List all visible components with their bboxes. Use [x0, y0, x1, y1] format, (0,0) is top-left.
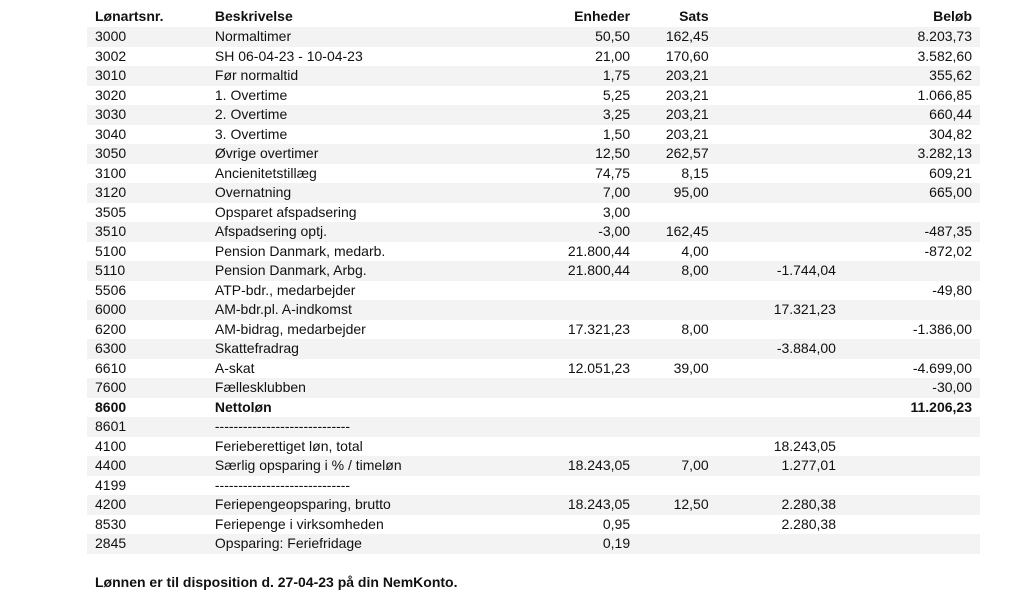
- cell-code: 3510: [87, 222, 215, 242]
- table-row: [87, 378, 980, 398]
- cell-description: AM-bdr.pl. A-indkomst: [215, 300, 530, 320]
- cell-code: 4100: [95, 437, 127, 454]
- cell-code: 8601: [87, 417, 215, 437]
- cell-description: Fællesklubben: [215, 378, 530, 398]
- table-row: [87, 534, 980, 554]
- table-body: [87, 27, 980, 554]
- cell-amount: [836, 203, 980, 223]
- cell-description: Overnatning: [215, 183, 530, 203]
- cell-subtotal: [709, 222, 836, 242]
- table-row: [87, 300, 980, 320]
- cell-description: AM-bidrag, medarbejder: [214, 320, 366, 337]
- table-row: [87, 339, 980, 359]
- cell-amount: 355,62: [836, 66, 980, 86]
- cell-amount: -487,35: [836, 222, 980, 242]
- cell-code: 4199: [95, 476, 127, 493]
- cell-subtotal: [709, 86, 836, 106]
- table-row: [87, 144, 980, 164]
- table-row: [87, 183, 980, 203]
- cell-units: [530, 398, 630, 418]
- cell-rate: 12,50: [630, 495, 709, 515]
- header-rate: Sats: [679, 8, 709, 25]
- cell-subtotal: [709, 359, 836, 379]
- cell-rate: 203,21: [630, 66, 709, 86]
- cell-units: -3,00: [530, 222, 630, 242]
- header-description: Beskrivelse: [214, 8, 293, 25]
- cell-code: 6200: [95, 320, 127, 337]
- cell-units: 74,75: [595, 164, 631, 181]
- table-row: [87, 359, 980, 379]
- cell-amount: 3.582,60: [917, 47, 972, 64]
- table-row: [87, 398, 980, 418]
- cell-subtotal: [709, 105, 836, 125]
- cell-subtotal: [709, 534, 836, 554]
- cell-subtotal: [709, 27, 836, 47]
- table-header: [87, 7, 980, 27]
- cell-code: 3040: [95, 125, 127, 142]
- cell-units: 1,50: [602, 125, 631, 142]
- table-row: [87, 66, 980, 86]
- cell-subtotal: 2.280,38: [781, 515, 836, 532]
- cell-units: 21,00: [595, 47, 631, 64]
- cell-description: Pension Danmark, Arbg.: [215, 261, 530, 281]
- cell-description: Før normaltid: [215, 66, 530, 86]
- cell-units: 21.800,44: [530, 261, 630, 281]
- cell-amount: 660,44: [836, 105, 980, 125]
- cell-subtotal: [709, 476, 836, 496]
- cell-code: 3002: [95, 47, 127, 64]
- cell-code: 6000: [87, 300, 215, 320]
- cell-rate: [630, 417, 709, 437]
- cell-amount: [836, 515, 980, 535]
- cell-description: Særlig opsparing i % / timeløn: [215, 456, 530, 476]
- cell-rate: [630, 534, 709, 554]
- cell-rate: 162,45: [630, 222, 709, 242]
- cell-units: 5,25: [602, 86, 631, 103]
- cell-code: 3505: [95, 203, 127, 220]
- cell-subtotal: [709, 66, 836, 86]
- cell-units: 3,00: [602, 203, 631, 220]
- cell-units: 0,19: [530, 534, 630, 554]
- cell-description: Feriepenge i virksomheden: [214, 515, 384, 532]
- cell-amount: 3.282,13: [836, 144, 980, 164]
- cell-units: 1,75: [530, 66, 630, 86]
- cell-amount: [836, 437, 980, 457]
- cell-code: 8600: [95, 398, 127, 415]
- cell-amount: -4.699,00: [912, 359, 972, 376]
- cell-code: 6300: [87, 339, 215, 359]
- cell-code: 3000: [87, 27, 215, 47]
- table-row: [87, 222, 980, 242]
- cell-code: 5100: [95, 242, 127, 259]
- cell-description: ATP-bdr., medarbejder: [214, 281, 356, 298]
- cell-rate: 203,21: [665, 86, 709, 103]
- cell-amount: [836, 495, 980, 515]
- cell-description: A-skat: [214, 359, 255, 376]
- cell-units: 18.243,05: [530, 456, 630, 476]
- cell-subtotal: [709, 125, 836, 145]
- cell-description: Opsparing: Feriefridage: [215, 534, 530, 554]
- cell-code: 3030: [87, 105, 215, 125]
- cell-rate: [630, 339, 709, 359]
- table-row: [87, 242, 980, 262]
- cell-code: 3050: [87, 144, 215, 164]
- cell-rate: [630, 281, 709, 301]
- cell-amount: [836, 476, 980, 496]
- cell-description: -----------------------------: [214, 476, 351, 493]
- cell-rate: 39,00: [673, 359, 709, 376]
- cell-description: 3. Overtime: [214, 125, 288, 142]
- cell-subtotal: [709, 320, 836, 340]
- cell-amount: [836, 300, 980, 320]
- table-row: [87, 515, 980, 535]
- cell-units: [530, 378, 630, 398]
- cell-code: 4400: [87, 456, 215, 476]
- cell-subtotal: 1.277,01: [709, 456, 836, 476]
- cell-subtotal: 17.321,23: [709, 300, 836, 320]
- table-row: [87, 203, 980, 223]
- cell-amount: -49,80: [932, 281, 972, 298]
- cell-rate: 4,00: [681, 242, 709, 259]
- cell-rate: 8,00: [681, 320, 709, 337]
- cell-rate: 203,21: [630, 105, 709, 125]
- cell-rate: 7,00: [630, 456, 709, 476]
- table-row: [87, 47, 980, 67]
- header-amount: Beløb: [933, 8, 972, 25]
- cell-code: 3100: [95, 164, 127, 181]
- cell-description: Ferieberettiget løn, total: [214, 437, 363, 454]
- table-row: [87, 27, 980, 47]
- cell-description: Ancienitetstillæg: [214, 164, 317, 181]
- cell-code: 3010: [87, 66, 215, 86]
- cell-subtotal: -3.884,00: [709, 339, 836, 359]
- cell-rate: 170,60: [665, 47, 709, 64]
- cell-units: 17.321,23: [567, 320, 631, 337]
- cell-description: SH 06-04-23 - 10-04-23: [214, 47, 363, 64]
- cell-rate: 203,21: [665, 125, 709, 142]
- cell-units: 21.800,44: [567, 242, 631, 259]
- header-units: Enheder: [574, 8, 631, 25]
- cell-description: 1. Overtime: [214, 86, 288, 103]
- payslip-table: [87, 7, 980, 554]
- table-row: [87, 86, 980, 106]
- cell-code: 7600: [87, 378, 215, 398]
- cell-description: Feriepengeopsparing, brutto: [215, 495, 530, 515]
- cell-subtotal: 2.280,38: [709, 495, 836, 515]
- cell-units: 12,50: [530, 144, 630, 164]
- cell-subtotal: 18.243,05: [773, 437, 836, 454]
- cell-description: -----------------------------: [215, 417, 530, 437]
- table-row: [87, 495, 980, 515]
- cell-units: 7,00: [530, 183, 630, 203]
- cell-subtotal: [709, 144, 836, 164]
- table-row: [87, 164, 980, 184]
- cell-amount: 665,00: [836, 183, 980, 203]
- cell-amount: 609,21: [929, 164, 972, 181]
- cell-subtotal: [709, 242, 836, 262]
- cell-rate: [630, 476, 709, 496]
- cell-subtotal: [709, 398, 836, 418]
- cell-description: Nettoløn: [214, 398, 272, 415]
- header-row: [87, 7, 980, 27]
- cell-code: 5110: [87, 261, 215, 281]
- cell-units: [530, 300, 630, 320]
- cell-rate: [630, 515, 709, 535]
- cell-subtotal: [709, 203, 836, 223]
- cell-code: 2845: [87, 534, 215, 554]
- cell-code: 4200: [87, 495, 215, 515]
- cell-description: Afspadsering optj.: [215, 222, 530, 242]
- cell-amount: [836, 456, 980, 476]
- table-row: [87, 320, 980, 340]
- cell-rate: [630, 203, 709, 223]
- cell-amount: 1.066,85: [917, 86, 972, 103]
- cell-units: [530, 417, 630, 437]
- cell-description: Normaltimer: [215, 27, 530, 47]
- cell-amount: 8.203,73: [836, 27, 980, 47]
- table-row: [87, 437, 980, 457]
- cell-rate: 8,00: [630, 261, 709, 281]
- table-row: [87, 417, 980, 437]
- cell-amount: 304,82: [929, 125, 972, 142]
- table-row: [87, 261, 980, 281]
- cell-units: [530, 339, 630, 359]
- cell-amount: [836, 339, 980, 359]
- cell-amount: -872,02: [924, 242, 972, 259]
- cell-rate: [630, 378, 709, 398]
- cell-subtotal: [709, 164, 836, 184]
- cell-subtotal: [709, 47, 836, 67]
- cell-code: 3120: [87, 183, 215, 203]
- header-blank: [709, 7, 836, 27]
- cell-description: Skattefradrag: [215, 339, 530, 359]
- cell-units: [530, 476, 630, 496]
- cell-description: Pension Danmark, medarb.: [214, 242, 386, 259]
- cell-rate: [630, 300, 709, 320]
- cell-units: 18.243,05: [530, 495, 630, 515]
- cell-description: Øvrige overtimer: [215, 144, 530, 164]
- cell-amount: [836, 534, 980, 554]
- cell-amount: [836, 417, 980, 437]
- cell-amount: -1.386,00: [912, 320, 972, 337]
- cell-units: 50,50: [530, 27, 630, 47]
- cell-rate: 8,15: [681, 164, 709, 181]
- cell-code: 3020: [95, 86, 127, 103]
- cell-rate: 262,57: [630, 144, 709, 164]
- cell-subtotal: [709, 281, 836, 301]
- cell-subtotal: [709, 378, 836, 398]
- table-row: [87, 456, 980, 476]
- footer-note: Lønnen er til disposition d. 27-04-23 på din NemKonto.: [95, 574, 458, 590]
- cell-units: [530, 281, 630, 301]
- table-row: [87, 281, 980, 301]
- cell-code: 8530: [95, 515, 127, 532]
- cell-units: [530, 437, 630, 457]
- cell-amount: 11.206,23: [910, 398, 972, 415]
- cell-amount: [836, 261, 980, 281]
- cell-units: 0,95: [602, 515, 631, 532]
- cell-subtotal: -1.744,04: [709, 261, 836, 281]
- cell-code: 5506: [95, 281, 127, 298]
- cell-subtotal: [709, 183, 836, 203]
- table-row: [87, 125, 980, 145]
- cell-code: 6610: [95, 359, 127, 376]
- table-row: [87, 476, 980, 496]
- cell-description: 2. Overtime: [215, 105, 530, 125]
- header-code: Lønartsnr.: [95, 8, 164, 25]
- cell-rate: 162,45: [630, 27, 709, 47]
- table-row: [87, 105, 980, 125]
- cell-amount: -30,00: [836, 378, 980, 398]
- cell-rate: [630, 398, 709, 418]
- cell-rate: 95,00: [630, 183, 709, 203]
- cell-description: Opsparet afspadsering: [214, 203, 357, 220]
- cell-units: 3,25: [530, 105, 630, 125]
- cell-units: 12.051,23: [567, 359, 631, 376]
- cell-subtotal: [709, 417, 836, 437]
- cell-rate: [630, 437, 709, 457]
